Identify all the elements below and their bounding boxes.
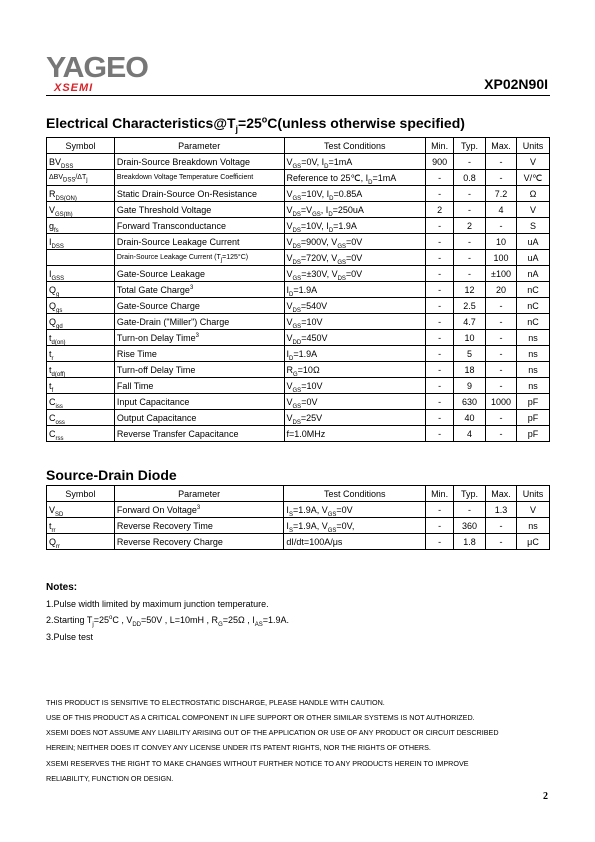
- symbol-cell: $BV_{DSS}$: [47, 154, 115, 170]
- parameter-cell: Gate Threshold Voltage: [114, 202, 284, 218]
- parameter-cell: Gate-Source Leakage: [114, 266, 284, 282]
- typ-cell: 630: [454, 394, 486, 410]
- unit-cell: nC: [516, 298, 549, 314]
- max-cell: 1000: [486, 394, 517, 410]
- parameter-cell: Output Capacitance: [114, 410, 284, 426]
- symbol-cell: $I_{GSS}$: [47, 266, 115, 282]
- symbol-cell: $V_{GS(th)}$: [47, 202, 115, 218]
- symbol-cell: $g_{fs}$: [47, 218, 115, 234]
- diode-title: Source-Drain Diode: [46, 467, 177, 483]
- condition-cell: $I_D=1.9A$: [284, 346, 426, 362]
- unit-cell: uA: [516, 250, 549, 266]
- condition-cell: $V_{GS}=0V$, $I_D=1mA$: [284, 154, 426, 170]
- disclaimer-line: XSEMI RESERVES THE RIGHT TO MAKE CHANGES WITHOUT FURTHER NOTICE TO ANY PRODUCTS HEREIN TO IMPROVE: [46, 759, 469, 768]
- max-cell: 1.3: [486, 502, 517, 518]
- max-cell: -: [486, 298, 517, 314]
- condition-cell: $I_S=1.9A$, $V_{GS}=0V$,: [284, 518, 426, 534]
- column-header: Min.: [426, 138, 454, 154]
- table-row: [47, 218, 550, 234]
- parameter-cell: Drain-Source Leakage Current: [114, 234, 284, 250]
- typ-cell: 1.8: [454, 534, 486, 550]
- max-cell: -: [486, 362, 517, 378]
- min-cell: 900: [426, 154, 454, 170]
- table-row: [47, 410, 550, 426]
- condition-cell: $V_{DD}=450V$: [284, 330, 426, 346]
- table-row: [47, 202, 550, 218]
- min-cell: -: [426, 234, 454, 250]
- typ-cell: -: [454, 154, 486, 170]
- parameter-cell: Reverse Transfer Capacitance: [114, 426, 284, 442]
- parameter-cell: Breakdown Voltage Temperature Coefficient: [114, 170, 284, 186]
- max-cell: 4: [486, 202, 517, 218]
- disclaimer-line: RELIABILITY, FUNCTION OR DESIGN.: [46, 774, 174, 783]
- parameter-cell: Reverse Recovery Charge: [114, 534, 284, 550]
- typ-cell: -: [454, 266, 486, 282]
- parameter-cell: Drain-Source Leakage Current $(T_j=125^\circ C)$: [114, 250, 284, 266]
- parameter-cell: Forward Transconductance: [114, 218, 284, 234]
- typ-cell: 12: [454, 282, 486, 298]
- disclaimer-line: USE OF THIS PRODUCT AS A CRITICAL COMPONENT IN LIFE SUPPORT OR OTHER SIMILAR SYSTEMS IS NOT AUTHORIZED.: [46, 713, 475, 722]
- max-cell: -: [486, 410, 517, 426]
- unit-cell: V: [516, 154, 549, 170]
- column-header: Symbol: [47, 138, 115, 154]
- unit-cell: μC: [516, 534, 549, 550]
- column-header: Symbol: [47, 486, 115, 502]
- symbol-cell: $t_{d(on)}$: [47, 330, 115, 346]
- typ-cell: 5: [454, 346, 486, 362]
- parameter-cell: Reverse Recovery Time: [114, 518, 284, 534]
- table-row: [47, 502, 550, 518]
- column-header: Max.: [486, 486, 517, 502]
- typ-cell: 4: [454, 426, 486, 442]
- typ-cell: 4.7: [454, 314, 486, 330]
- condition-cell: Reference to 25℃, $I_D=1mA$: [284, 170, 426, 186]
- parameter-cell: Gate-Source Charge: [114, 298, 284, 314]
- typ-cell: -: [454, 502, 486, 518]
- symbol-cell: $Q_{gd}$: [47, 314, 115, 330]
- min-cell: 2: [426, 202, 454, 218]
- table-row: [47, 282, 550, 298]
- parameter-cell: Input Capacitance: [114, 394, 284, 410]
- typ-cell: -: [454, 202, 486, 218]
- symbol-cell: $Q_{rr}$: [47, 534, 115, 550]
- table-row: [47, 518, 550, 534]
- column-header: Test Conditions: [284, 486, 426, 502]
- condition-cell: $V_{DS}=10V$, $I_D=1.9A$: [284, 218, 426, 234]
- column-header: Parameter: [114, 138, 284, 154]
- typ-cell: -: [454, 250, 486, 266]
- diode-table: [46, 485, 550, 550]
- typ-cell: -: [454, 234, 486, 250]
- unit-cell: pF: [516, 410, 549, 426]
- unit-cell: Ω: [516, 186, 549, 202]
- table-row: [47, 234, 550, 250]
- parameter-cell: Rise Time: [114, 346, 284, 362]
- typ-cell: 2.5: [454, 298, 486, 314]
- yageo-logo: [46, 54, 156, 98]
- unit-cell: nC: [516, 314, 549, 330]
- unit-cell: uA: [516, 234, 549, 250]
- symbol-cell: $V_{SD}$: [47, 502, 115, 518]
- typ-cell: 0.8: [454, 170, 486, 186]
- typ-cell: 9: [454, 378, 486, 394]
- column-header: Typ.: [454, 138, 486, 154]
- table-row: [47, 534, 550, 550]
- page-number: 2: [543, 791, 548, 802]
- condition-cell: $V_{GS}=10V$: [284, 378, 426, 394]
- unit-cell: ns: [516, 362, 549, 378]
- symbol-cell: $\Delta BV_{DSS}/\Delta T_j$: [47, 170, 115, 186]
- disclaimer-line: THIS PRODUCT IS SENSITIVE TO ELECTROSTATIC DISCHARGE, PLEASE HANDLE WITH CAUTION.: [46, 698, 385, 707]
- condition-cell: $V_{DS}=25V$: [284, 410, 426, 426]
- unit-cell: ns: [516, 330, 549, 346]
- min-cell: -: [426, 346, 454, 362]
- parameter-cell: Static Drain-Source On-Resistance: [114, 186, 284, 202]
- min-cell: -: [426, 362, 454, 378]
- min-cell: -: [426, 314, 454, 330]
- note-3: 3.Pulse test: [46, 632, 94, 642]
- condition-cell: $R_G=10\Omega$: [284, 362, 426, 378]
- parameter-cell: Forward On Voltage$^3$: [114, 502, 284, 518]
- table-row: [47, 266, 550, 282]
- symbol-cell: $t_{rr}$: [47, 518, 115, 534]
- min-cell: -: [426, 534, 454, 550]
- unit-cell: pF: [516, 394, 549, 410]
- symbol-cell: $I_{DSS}$: [47, 234, 115, 250]
- disclaimer-line: XSEMI DOES NOT ASSUME ANY LIABILITY ARISING OUT OF THE APPLICATION OR USE OF ANY PRODUCT OR CIRCUIT DESCRIBED: [46, 728, 499, 737]
- note-2: 2.Starting $T_j=25^oC$ , $V_{DD}=50V$ , L=10mH , $R_G=25\Omega$ , $I_{AS}=1.9A$.: [46, 615, 290, 628]
- unit-cell: pF: [516, 426, 549, 442]
- parameter-cell: Gate-Drain ("Miller") Charge: [114, 314, 284, 330]
- header-rule: [46, 95, 550, 96]
- table-row: [47, 378, 550, 394]
- note-1: 1.Pulse width limited by maximum junction temperature.: [46, 599, 269, 609]
- part-number: XP02N90I: [484, 76, 548, 92]
- parameter-cell: Turn-off Delay Time: [114, 362, 284, 378]
- column-header: Units: [516, 486, 549, 502]
- parameter-cell: Total Gate Charge$^3$: [114, 282, 284, 298]
- min-cell: -: [426, 250, 454, 266]
- table-row: [47, 170, 550, 186]
- electrical-table: [46, 137, 550, 442]
- column-header: Typ.: [454, 486, 486, 502]
- unit-cell: ns: [516, 346, 549, 362]
- table-row: [47, 186, 550, 202]
- min-cell: -: [426, 518, 454, 534]
- column-header: Test Conditions: [284, 138, 426, 154]
- symbol-cell: $C_{iss}$: [47, 394, 115, 410]
- disclaimer-line: HEREIN; NEITHER DOES IT CONVEY ANY LICENSE UNDER ITS PATENT RIGHTS, NOR THE RIGHTS OF OTHERS.: [46, 743, 431, 752]
- table-row: [47, 314, 550, 330]
- max-cell: -: [486, 426, 517, 442]
- min-cell: -: [426, 186, 454, 202]
- typ-cell: -: [454, 186, 486, 202]
- notes-title: Notes:: [46, 582, 78, 593]
- condition-cell: $V_{GS}=10V$, $I_D=0.85A$: [284, 186, 426, 202]
- typ-cell: 360: [454, 518, 486, 534]
- symbol-cell: $C_{oss}$: [47, 410, 115, 426]
- max-cell: -: [486, 346, 517, 362]
- unit-cell: V: [516, 202, 549, 218]
- table-row: [47, 298, 550, 314]
- parameter-cell: Fall Time: [114, 378, 284, 394]
- min-cell: -: [426, 298, 454, 314]
- unit-cell: ns: [516, 378, 549, 394]
- max-cell: -: [486, 330, 517, 346]
- electrical-title: Electrical $Characteristics@T_j=25^oC(unless$ otherwise specified): [46, 114, 465, 134]
- max-cell: 100: [486, 250, 517, 266]
- logo-subtext: XSEMI: [54, 82, 94, 94]
- parameter-cell: Drain-Source Breakdown Voltage: [114, 154, 284, 170]
- condition-cell: $I_D=1.9A$: [284, 282, 426, 298]
- symbol-cell: $t_f$: [47, 378, 115, 394]
- max-cell: -: [486, 218, 517, 234]
- symbol-cell: $R_{DS(ON)}$: [47, 186, 115, 202]
- table-row: [47, 362, 550, 378]
- column-header: Min.: [426, 486, 454, 502]
- unit-cell: nC: [516, 282, 549, 298]
- logo-text: YAGEO: [46, 52, 148, 84]
- max-cell: 7.2: [486, 186, 517, 202]
- typ-cell: 2: [454, 218, 486, 234]
- condition-cell: $I_S=1.9A$, $V_{GS}=0V$: [284, 502, 426, 518]
- max-cell: -: [486, 518, 517, 534]
- min-cell: -: [426, 266, 454, 282]
- typ-cell: 10: [454, 330, 486, 346]
- symbol-cell: $Q_{gs}$: [47, 298, 115, 314]
- min-cell: -: [426, 378, 454, 394]
- max-cell: -: [486, 154, 517, 170]
- typ-cell: 40: [454, 410, 486, 426]
- condition-cell: $V_{DS}=V_{GS}$, $I_D=250uA$: [284, 202, 426, 218]
- min-cell: -: [426, 330, 454, 346]
- condition-cell: $V_{GS}=\pm 30V$, $V_{DS}=0V$: [284, 266, 426, 282]
- symbol-cell: $Q_g$: [47, 282, 115, 298]
- table-row: [47, 394, 550, 410]
- min-cell: -: [426, 410, 454, 426]
- table-row: [47, 426, 550, 442]
- typ-cell: 18: [454, 362, 486, 378]
- condition-cell: f=1.0MHz: [284, 426, 426, 442]
- table-row: [47, 250, 550, 266]
- column-header: Parameter: [114, 486, 284, 502]
- min-cell: -: [426, 426, 454, 442]
- condition-cell: dI/dt=100A/μs: [284, 534, 426, 550]
- table-row: [47, 154, 550, 170]
- max-cell: -: [486, 534, 517, 550]
- unit-cell: S: [516, 218, 549, 234]
- table-header-row: [47, 138, 550, 154]
- max-cell: -: [486, 314, 517, 330]
- max-cell: 10: [486, 234, 517, 250]
- condition-cell: $V_{GS}=10V$: [284, 314, 426, 330]
- unit-cell: nA: [516, 266, 549, 282]
- min-cell: -: [426, 218, 454, 234]
- column-header: Units: [516, 138, 549, 154]
- unit-cell: ns: [516, 518, 549, 534]
- symbol-cell: $t_{d(off)}$: [47, 362, 115, 378]
- symbol-cell: $C_{rss}$: [47, 426, 115, 442]
- table-row: [47, 330, 550, 346]
- unit-cell: V: [516, 502, 549, 518]
- max-cell: 20: [486, 282, 517, 298]
- symbol-cell: [47, 250, 115, 266]
- condition-cell: $V_{DS}=720V$, $V_{GS}=0V$: [284, 250, 426, 266]
- condition-cell: $V_{DS}=540V$: [284, 298, 426, 314]
- min-cell: -: [426, 394, 454, 410]
- condition-cell: $V_{DS}=900V$, $V_{GS}=0V$: [284, 234, 426, 250]
- max-cell: -: [486, 378, 517, 394]
- table-row: [47, 346, 550, 362]
- column-header: Max.: [486, 138, 517, 154]
- symbol-cell: $t_r$: [47, 346, 115, 362]
- min-cell: -: [426, 502, 454, 518]
- min-cell: -: [426, 282, 454, 298]
- table-header-row: [47, 486, 550, 502]
- max-cell: ±100: [486, 266, 517, 282]
- condition-cell: $V_{GS}=0V$: [284, 394, 426, 410]
- min-cell: -: [426, 170, 454, 186]
- max-cell: -: [486, 170, 517, 186]
- unit-cell: V/℃: [516, 170, 549, 186]
- parameter-cell: Turn-on Delay Time$^3$: [114, 330, 284, 346]
